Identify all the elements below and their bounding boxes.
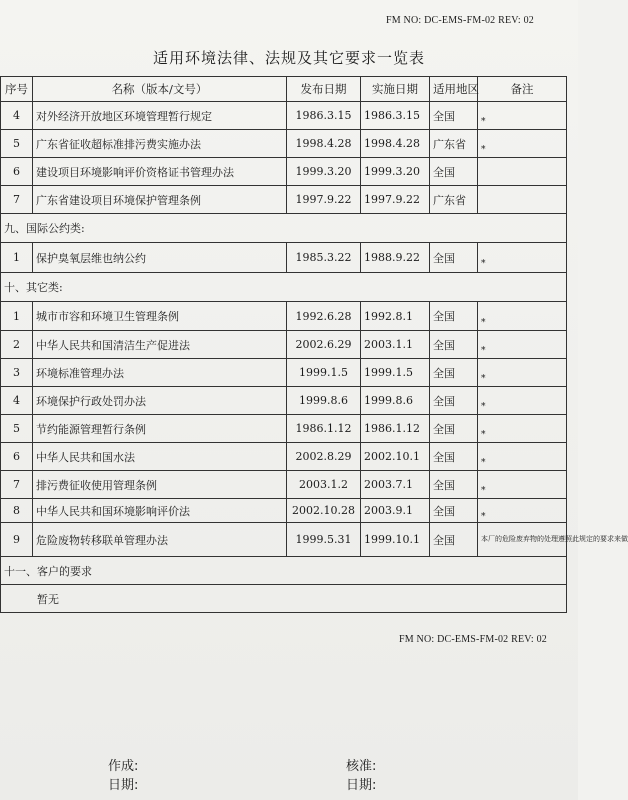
row-region: 广东省 (430, 186, 478, 214)
row-issue-date: 1999.1.5 (287, 359, 361, 387)
row-name: 环境标准管理办法 (33, 359, 287, 387)
table-row (1, 359, 567, 387)
table-row (1, 243, 567, 273)
row-effective-date: 2002.10.1 (361, 443, 430, 471)
remark-text: * (481, 259, 486, 269)
row-effective-date: 1998.4.28 (361, 130, 430, 158)
row-effective-date: 1988.9.22 (361, 243, 430, 273)
row-issue-date: 1997.9.22 (287, 186, 361, 214)
row-region: 全国 (430, 243, 478, 273)
row-region: 广东省 (430, 130, 478, 158)
row-name: 中华人民共和国清洁生产促进法 (33, 331, 287, 359)
row-seq: 5 (1, 130, 33, 158)
row-name: 对外经济开放地区环境管理暂行规定 (33, 102, 287, 130)
table-row (1, 471, 567, 499)
regulations-table (0, 76, 628, 613)
remark-text: * (481, 458, 486, 468)
row-region: 全国 (430, 302, 478, 331)
row-region: 全国 (430, 499, 478, 523)
row-issue-date: 2002.6.29 (287, 331, 361, 359)
remark-text: * (481, 486, 486, 496)
row-name: 广东省建设项目环境保护管理条例 (33, 186, 287, 214)
row-remark (478, 186, 567, 214)
section-11-header (1, 557, 567, 585)
section-title: 十一、客户的要求 (1, 557, 567, 585)
row-effective-date: 1997.9.22 (361, 186, 430, 214)
row-name: 中华人民共和国环境影响评价法 (33, 499, 287, 523)
table-header-row (1, 77, 567, 102)
header-effective-date: 实施日期 (361, 77, 430, 102)
author-label: 作成: (108, 759, 139, 774)
row-remark (478, 523, 628, 557)
table-row (1, 443, 567, 471)
row-seq: 8 (1, 499, 33, 523)
row-effective-date: 1992.8.1 (361, 302, 430, 331)
page-title: 适用环境法律、法规及其它要求一览表 (152, 49, 425, 67)
header-remark: 备注 (478, 77, 567, 102)
row-seq: 3 (1, 359, 33, 387)
row-region: 全国 (430, 331, 478, 359)
row-issue-date: 2003.1.2 (287, 471, 361, 499)
header-seq: 序号 (1, 77, 33, 102)
row-region: 全国 (430, 415, 478, 443)
row-effective-date: 1986.1.12 (361, 415, 430, 443)
row-effective-date: 1999.8.6 (361, 387, 430, 415)
row-name: 环境保护行政处罚办法 (33, 387, 287, 415)
row-region: 全国 (430, 359, 478, 387)
row-remark (478, 302, 567, 331)
table-row (1, 186, 567, 214)
row-seq: 4 (1, 387, 33, 415)
row-remark (478, 331, 567, 359)
row-region: 全国 (430, 523, 478, 557)
approver-label: 核准: (346, 759, 377, 774)
row-issue-date: 1986.3.15 (287, 102, 361, 130)
row-remark (478, 130, 567, 158)
row-name: 中华人民共和国水法 (33, 443, 287, 471)
row-effective-date: 1999.1.5 (361, 359, 430, 387)
section-title: 暂无 (1, 585, 567, 613)
row-seq: 4 (1, 102, 33, 130)
row-effective-date: 1999.3.20 (361, 158, 430, 186)
row-issue-date: 1999.8.6 (287, 387, 361, 415)
remark-text: * (481, 512, 486, 522)
section-title: 九、国际公约类: (1, 214, 567, 243)
row-seq: 6 (1, 158, 33, 186)
section-9-header (1, 214, 567, 243)
section-10-header (1, 273, 567, 302)
table-row (1, 499, 567, 523)
row-issue-date: 2002.8.29 (287, 443, 361, 471)
row-issue-date: 1992.6.28 (287, 302, 361, 331)
row-region: 全国 (430, 387, 478, 415)
section-title: 十、其它类: (1, 273, 567, 302)
row-name: 城市市容和环境卫生管理条例 (33, 302, 287, 331)
form-number-bottom: FM NO: DC-EMS-FM-02 REV: 02 (399, 634, 548, 645)
row-region: 全国 (430, 471, 478, 499)
approver-date-label: 日期: (346, 778, 377, 793)
row-seq: 5 (1, 415, 33, 443)
row-issue-date: 1986.1.12 (287, 415, 361, 443)
row-seq: 1 (1, 302, 33, 331)
row-issue-date: 1999.3.20 (287, 158, 361, 186)
row-issue-date: 1985.3.22 (287, 243, 361, 273)
row-effective-date: 2003.9.1 (361, 499, 430, 523)
row-seq: 7 (1, 186, 33, 214)
row-region: 全国 (430, 158, 478, 186)
remark-text: * (481, 117, 486, 127)
author-date-label: 日期: (108, 778, 139, 793)
table-row (1, 158, 567, 186)
row-issue-date: 1998.4.28 (287, 130, 361, 158)
row-issue-date: 2002.10.28 (287, 499, 361, 523)
remark-text: * (481, 145, 486, 155)
header-issue-date: 发布日期 (287, 77, 361, 102)
table-row (1, 387, 567, 415)
row-remark (478, 415, 567, 443)
table-row (1, 523, 567, 557)
row-name: 广东省征收超标准排污费实施办法 (33, 130, 287, 158)
table-row (1, 415, 567, 443)
row-effective-date: 2003.7.1 (361, 471, 430, 499)
row-remark (478, 158, 567, 186)
table-body (1, 102, 628, 613)
remark-text: 本厂的危险废弃物的处理遵照此规定的要求来做 (481, 535, 628, 543)
remark-text: * (481, 346, 486, 356)
row-remark (478, 471, 567, 499)
row-seq: 6 (1, 443, 33, 471)
remark-text: * (481, 374, 486, 384)
table-row (1, 331, 567, 359)
remark-text: * (481, 430, 486, 440)
row-remark (478, 443, 567, 471)
table-row (1, 130, 567, 158)
row-name: 保护臭氧层维也纳公约 (33, 243, 287, 273)
row-effective-date: 1986.3.15 (361, 102, 430, 130)
table-row (1, 102, 567, 130)
remark-text: * (481, 402, 486, 412)
row-seq: 7 (1, 471, 33, 499)
row-issue-date: 1999.5.31 (287, 523, 361, 557)
row-remark (478, 243, 567, 273)
section-11-content (1, 585, 567, 613)
form-number-top: FM NO: DC-EMS-FM-02 REV: 02 (386, 15, 535, 26)
row-effective-date: 1999.10.1 (361, 523, 430, 557)
row-remark (478, 499, 567, 523)
row-seq: 9 (1, 523, 33, 557)
row-seq: 1 (1, 243, 33, 273)
row-seq: 2 (1, 331, 33, 359)
row-effective-date: 2003.1.1 (361, 331, 430, 359)
row-region: 全国 (430, 102, 478, 130)
table-row (1, 302, 567, 331)
row-region: 全国 (430, 443, 478, 471)
row-name: 危险废物转移联单管理办法 (33, 523, 287, 557)
remark-text: * (481, 317, 486, 328)
row-remark (478, 102, 567, 130)
header-region: 适用地区 (430, 77, 478, 102)
row-remark (478, 359, 567, 387)
row-name: 节约能源管理暂行条例 (33, 415, 287, 443)
row-name: 排污费征收使用管理条例 (33, 471, 287, 499)
row-remark (478, 387, 567, 415)
header-name: 名称（版本/文号） (33, 77, 287, 102)
row-name: 建设项目环境影响评价资格证书管理办法 (33, 158, 287, 186)
